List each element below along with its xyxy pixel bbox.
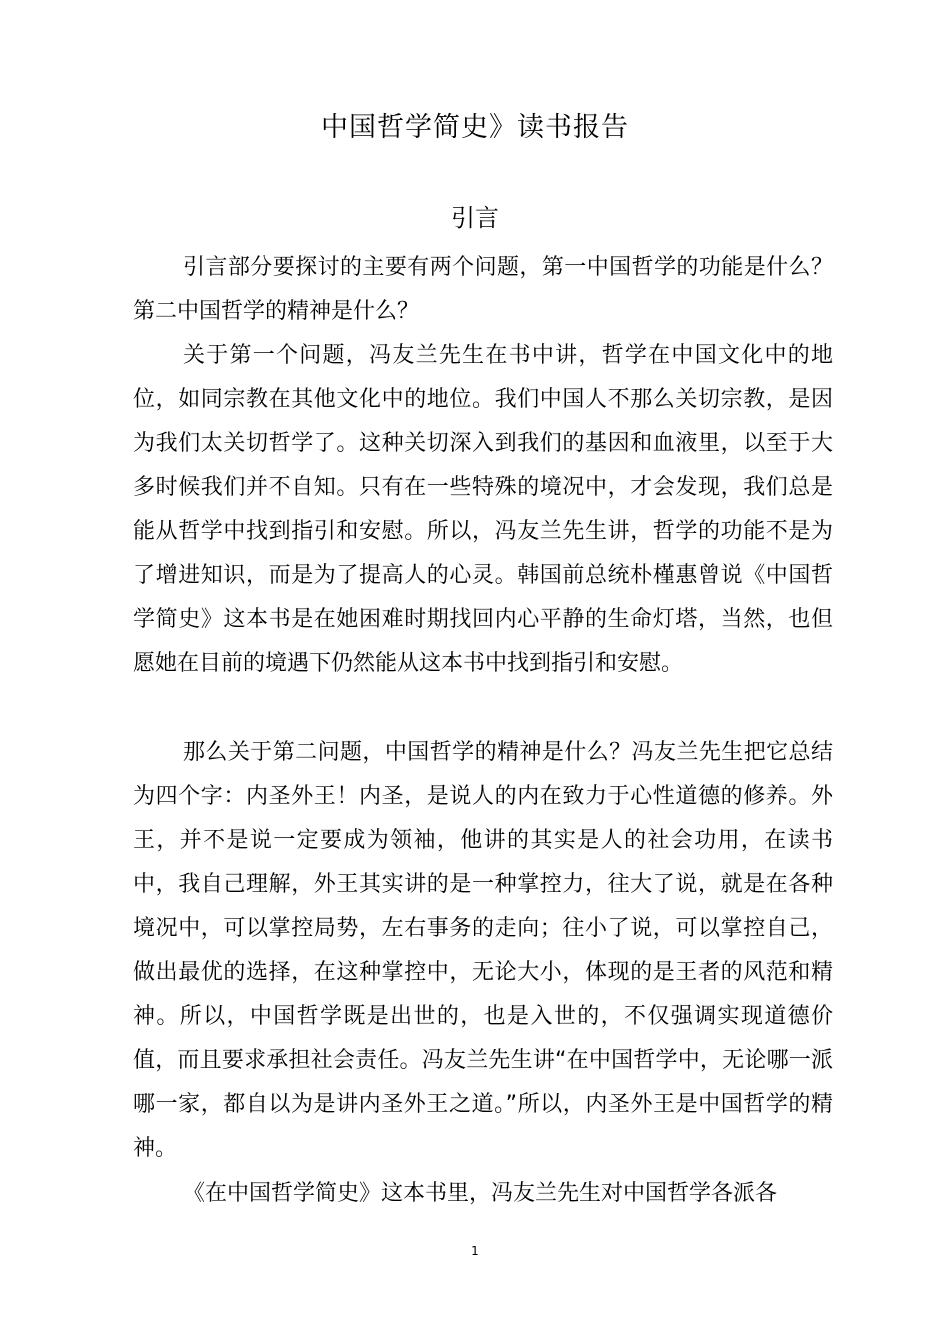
paragraph: 引言部分要探讨的主要有两个问题，第一中国哲学的功能是什么？第二中国哲学的精神是什么？ (133, 255, 833, 324)
paragraph: 关于第一个问题，冯友兰先生在书中讲，哲学在中国文化中的地位，如同宗教在其他文化中的地位。我们中国人不那么关切宗教，是因为我们太关切哲学了。这种关切深入到我们的基因和血液里，以至于大多时候我们并不自知。只有在一些特殊的境况中，才会发现，我们总是能从哲学中找到指引和安慰。所以，冯友兰先生讲，哲学的功能不是为了增进知识，而是为了提高人的心灵。韩国前总统朴槿惠曾说《中国哲学简史》这本书是在她困难时期找回内心平静的生命灯塔，当然，也但愿她在目前的境遇下仍然能从这本书中找到指引和安慰。 (133, 343, 833, 676)
paragraph: 那么关于第二问题，中国哲学的精神是什么？冯友兰先生把它总结为四个字：内圣外王！内圣，是说人的内在致力于心性道德的修养。外王，并不是说一定要成为领袖，他讲的其实是人的社会功用，在读书中，我自己理解，外王其实讲的是一种掌控力，往大了说，就是在各种境况中，可以掌控局势，左右事务的走向；往小了说，可以掌控自己，做出最优的选择，在这种掌控中，无论大小，体现的是王者的风范和精神。所以，中国哲学既是出世的，也是入世的，不仅强调实现道德价值，而且要求承担社会责任。冯友兰先生讲“在中国哲学中，无论哪一派哪一家，都自以为是讲内圣外王之道。”所以，内圣外王是中国哲学的精神。 (133, 740, 833, 1161)
page-number: 1 (471, 1244, 479, 1258)
document-title: 中国哲学简史》读书报告 (321, 112, 629, 143)
paragraph: 《在中国哲学简史》这本书里，冯友兰先生对中国哲学各派各 (183, 1181, 778, 1206)
section-heading-introduction: 引言 (451, 204, 499, 232)
